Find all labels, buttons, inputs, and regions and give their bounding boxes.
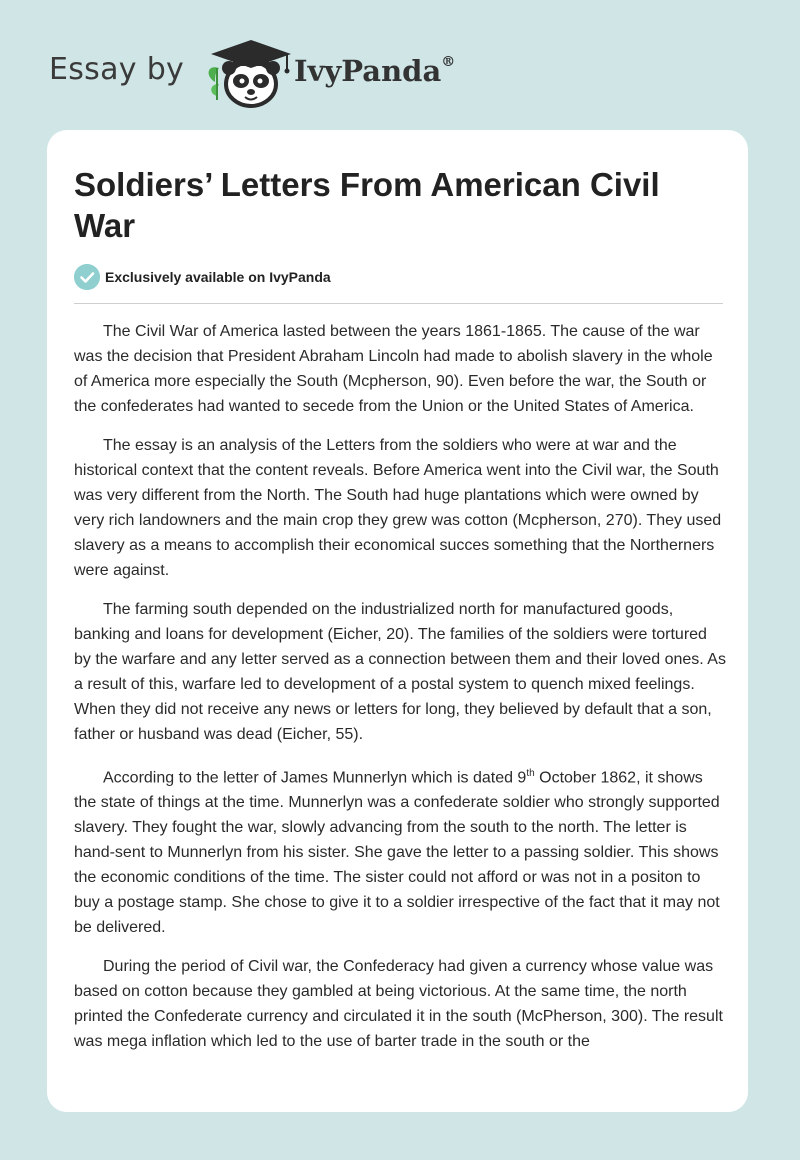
paragraph: During the period of Civil war, the Confederacy had given a currency whose value was based on cotton because they gambled at being victorious. At the same time, the north printed the Confederate currency and circulated it in the south (McPherson, 300). The result was mega inflation which led to the use of barter trade in the south or the — [74, 958, 723, 1051]
page-title: Soldiers’ Letters From American Civil War — [74, 166, 660, 244]
check-icon — [74, 264, 100, 290]
paragraph: The essay is an analysis of the Letters from the soldiers who were at war and the historical context that the content reveals. Before America went into the Civil war, the South was very different from the North. The South had huge plantations which were owned by very rich landowners and the main crop they grew was cotton (Mcpherson, 270). They used slavery as a means to accomplish their economical succes something that the Northerners were against. — [74, 437, 722, 579]
panda-logo-icon[interactable] — [201, 38, 293, 110]
brand-name-text: IvyPanda — [294, 54, 442, 88]
paragraph: The farming south depended on the industrialized north for manufactured goods, banking and loans for development (Eicher, 20). The families of the soldiers were tortured by the warfare and any letter served as a connection between them and their loved ones. As a result of this, warfare led to development of a postal system to quench mixed feelings. When they did not receive any news or letters for long, they believed by default that a son, father or husband was dead (Eicher, 55). — [74, 601, 726, 743]
essay-card — [47, 130, 748, 1112]
registered-mark: ® — [441, 54, 456, 71]
exclusive-badge — [74, 264, 331, 290]
ordinal-suffix: th — [526, 768, 535, 779]
paragraph — [74, 761, 726, 940]
site-header — [49, 38, 509, 110]
exclusive-label: Exclusively available on IvyPanda — [105, 269, 331, 285]
brand-name[interactable] — [294, 54, 455, 88]
content-fade — [47, 1052, 748, 1112]
divider — [74, 303, 723, 304]
brand-prefix: Essay by — [49, 52, 185, 87]
paragraph-text: October 1862, it shows the state of things at the time. Munnerlyn was a confederate soldier who strongly supported slavery. They fought the war, slowly advancing from the south to the north. The letter is hand-sent to Munnerlyn from his sister. She gave the letter to a passing soldier. This shows the economic conditions of the time. The sister could not afford or was not in a positon to buy a postage stamp. She chose to give it to a soldier irrespective of the fact that it may not be delivered. — [74, 769, 720, 937]
paragraph-text: According to the letter of James Munnerlyn which is dated 9 — [103, 769, 527, 787]
essay-body — [74, 319, 726, 1068]
paragraph: The Civil War of America lasted between the years 1861-1865. The cause of the war was the decision that President Abraham Lincoln had made to abolish slavery in the whole of America more especially the South (Mcpherson, 90). Even before the war, the South or the confederates had wanted to secede from the Union or the United States of America. — [74, 323, 713, 415]
